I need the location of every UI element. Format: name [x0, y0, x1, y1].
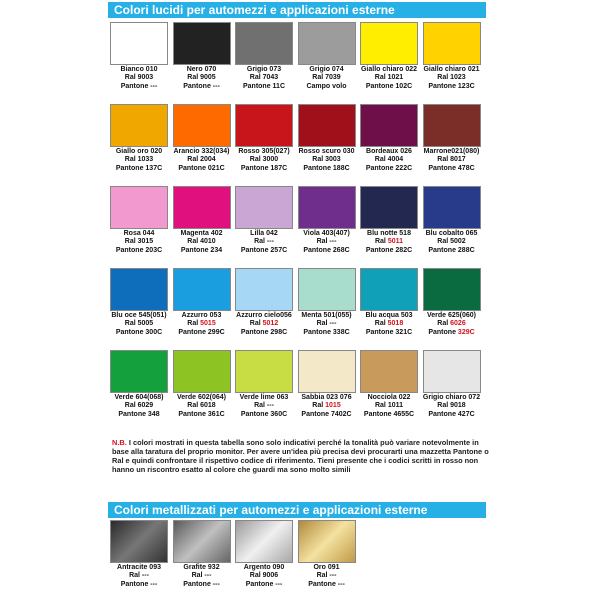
color-swatch[interactable]: [173, 350, 231, 393]
ral-label: Ral: [374, 320, 386, 328]
swatch-label: [167, 394, 237, 419]
ral-code: [167, 156, 237, 164]
pantone-code: [104, 329, 174, 337]
ral-label: Ral 1011: [374, 402, 404, 410]
ral-code: [354, 238, 424, 246]
ral-label: Ral: [374, 238, 386, 246]
color-swatch[interactable]: [110, 268, 168, 311]
color-swatch[interactable]: [360, 350, 418, 393]
color-swatch[interactable]: [298, 268, 356, 311]
color-swatch[interactable]: [235, 268, 293, 311]
color-swatch-item[interactable]: [171, 520, 234, 602]
color-swatch[interactable]: [360, 22, 418, 65]
ral-code: [292, 238, 362, 246]
color-name: Rosso scuro 030: [298, 148, 355, 155]
ral-code-red: 6026: [450, 320, 466, 328]
pantone-label: Pantone 282C: [365, 246, 413, 254]
pantone-code: [104, 411, 174, 419]
color-swatch[interactable]: [423, 268, 481, 311]
pantone-code: [167, 165, 237, 173]
swatch-label: [292, 66, 362, 91]
color-name: Grigio 074: [309, 66, 344, 73]
color-swatch-item[interactable]: [296, 22, 359, 104]
pantone-label: Pantone ---: [120, 82, 158, 90]
swatch-label: [229, 66, 299, 91]
pantone-label: Pantone 298C: [240, 328, 288, 336]
color-name: Grafite 932: [183, 564, 220, 571]
swatch-label: [354, 148, 424, 173]
color-swatch[interactable]: [235, 22, 293, 65]
swatch-label: [354, 394, 424, 419]
color-name: Grigio chiaro 072: [422, 394, 481, 401]
color-swatch[interactable]: [298, 104, 356, 147]
color-swatch-item[interactable]: [233, 186, 296, 268]
swatch-label: [104, 312, 174, 337]
color-swatch[interactable]: [423, 186, 481, 229]
pantone-code: [104, 165, 174, 173]
ral-code: [104, 402, 174, 410]
color-swatch-item[interactable]: [233, 22, 296, 104]
pantone-label: Pantone: [428, 328, 456, 336]
swatch-label: [167, 312, 237, 337]
color-swatch[interactable]: [173, 22, 231, 65]
pantone-code: [354, 165, 424, 173]
swatch-label: [229, 148, 299, 173]
color-swatch[interactable]: [235, 104, 293, 147]
color-name: Giallo chiaro 022: [360, 66, 418, 73]
color-name: Argento 090: [243, 564, 285, 571]
ral-code-red: 5018: [387, 320, 404, 328]
swatch-label: [292, 230, 362, 255]
pantone-code: [167, 83, 237, 91]
pantone-label: Pantone ---: [308, 580, 345, 588]
ral-label: Ral 3003: [312, 156, 341, 164]
color-swatch-item[interactable]: [171, 268, 234, 350]
swatch-row: [108, 104, 483, 186]
pantone-label: Pantone ---: [120, 580, 158, 588]
pantone-label: Pantone 187C: [240, 164, 288, 172]
ral-label: Ral: [437, 320, 449, 328]
color-swatch-item[interactable]: [108, 104, 171, 186]
color-name: Grigio 073: [246, 66, 282, 73]
pantone-label: Pantone 427C: [428, 410, 475, 418]
color-name: Verde lime 063: [239, 394, 289, 401]
color-swatch[interactable]: [173, 186, 231, 229]
ral-label: Ral 3015: [124, 238, 154, 246]
ral-label: Ral 9005: [187, 74, 216, 82]
color-swatch-item[interactable]: [171, 22, 234, 104]
ral-code: [354, 402, 424, 410]
color-swatch-item[interactable]: [233, 520, 296, 602]
color-swatch-item[interactable]: [108, 268, 171, 350]
color-name: Giallo chiaro 021: [423, 66, 480, 73]
pantone-code-red: 329C: [457, 328, 475, 336]
color-swatch-item[interactable]: [421, 186, 484, 268]
color-swatch-item[interactable]: [296, 268, 359, 350]
ral-label: Ral 1033: [124, 156, 154, 164]
pantone-code: [354, 411, 424, 419]
pantone-label: Pantone 288C: [428, 246, 475, 254]
pantone-label: Pantone ---: [183, 580, 220, 588]
swatch-label: [104, 230, 174, 255]
pantone-code: [417, 411, 487, 419]
swatch-label: [417, 66, 487, 91]
pantone-code: [292, 83, 362, 91]
color-name: Viola 403(407): [303, 230, 350, 237]
pantone-code: [354, 83, 424, 91]
swatch-label: [104, 564, 174, 589]
swatch-label: [104, 148, 174, 173]
color-swatch-item[interactable]: [358, 268, 421, 350]
ral-label: Ral ---: [316, 320, 337, 328]
color-swatch-item[interactable]: [421, 104, 484, 186]
swatch-label: [292, 564, 362, 589]
ral-code-red: 5011: [387, 238, 404, 246]
color-name: Blu oce 545(051): [111, 312, 167, 319]
swatch-label: [292, 394, 362, 419]
pantone-code: [167, 581, 237, 589]
ral-code: [104, 238, 174, 246]
ral-code: [292, 572, 362, 580]
ral-code-red: 1015: [325, 402, 341, 410]
ral-code: [417, 402, 487, 410]
pantone-code: [417, 329, 487, 337]
swatch-label: [417, 394, 487, 419]
disclaimer-note: [112, 438, 496, 474]
ral-label: Ral 3000: [249, 156, 279, 164]
color-name: Lilla 042: [250, 230, 278, 237]
pantone-code: [229, 581, 299, 589]
pantone-code: [167, 247, 237, 255]
ral-code: [229, 74, 299, 82]
swatch-row: [108, 186, 483, 268]
color-swatch-item[interactable]: [296, 104, 359, 186]
ral-label: Ral 9003: [124, 74, 154, 82]
ral-label: Ral 1021: [374, 74, 404, 82]
ral-code-red: 5012: [262, 320, 279, 328]
color-name: Nero 070: [186, 66, 217, 73]
swatch-label: [167, 66, 237, 91]
pantone-code: [417, 247, 487, 255]
pantone-code: [229, 329, 299, 337]
ral-code: [167, 238, 237, 246]
pantone-label: Pantone 299C: [178, 328, 225, 336]
pantone-label: Pantone 360C: [240, 410, 288, 418]
ral-code: [229, 156, 299, 164]
color-swatch[interactable]: [298, 520, 356, 563]
color-name: Blu cobalto 065: [425, 230, 478, 237]
ral-label: Ral 5002: [437, 238, 466, 246]
ral-code: [229, 402, 299, 410]
color-name: Arancio 332(034): [173, 148, 230, 155]
color-name: Antracite 093: [117, 564, 161, 571]
color-swatch[interactable]: [298, 350, 356, 393]
swatch-label: [104, 66, 174, 91]
color-swatch-item[interactable]: [171, 350, 234, 432]
color-name: Marrone021(080): [423, 148, 480, 155]
ral-label: Ral 2004: [187, 156, 216, 164]
pantone-label: Pantone 123C: [428, 82, 475, 90]
color-swatch[interactable]: [110, 22, 168, 65]
ral-code: [292, 74, 362, 82]
color-swatch[interactable]: [110, 520, 168, 563]
pantone-label: Pantone 361C: [178, 410, 225, 418]
color-swatch[interactable]: [235, 186, 293, 229]
ral-code: [354, 320, 424, 328]
pantone-code: [292, 247, 362, 255]
pantone-label: Pantone 257C: [240, 246, 288, 254]
pantone-label: Pantone 11C: [242, 82, 285, 90]
pantone-label: Pantone 021C: [178, 164, 225, 172]
pantone-label: Pantone 222C: [365, 164, 413, 172]
swatch-label: [229, 394, 299, 419]
color-name: Azzurro 053: [181, 312, 222, 319]
ral-label: Ral 1023: [437, 74, 466, 82]
color-swatch-item[interactable]: [108, 520, 171, 602]
color-name: Menta 501(055): [301, 312, 352, 319]
color-swatch[interactable]: [423, 104, 481, 147]
ral-code: [104, 156, 174, 164]
pantone-code: [292, 165, 362, 173]
pantone-label: Pantone 268C: [303, 246, 350, 254]
swatch-label: [104, 394, 174, 419]
ral-label: Ral ---: [316, 572, 337, 580]
ral-code: [292, 402, 362, 410]
color-swatch-item[interactable]: [296, 520, 359, 602]
color-swatch-item[interactable]: [108, 186, 171, 268]
color-swatch[interactable]: [110, 350, 168, 393]
pantone-label: Pantone ---: [183, 82, 220, 90]
ral-code-red: 5015: [200, 320, 216, 328]
color-swatch-item[interactable]: [296, 350, 359, 432]
ral-label: Ral 5005: [124, 320, 154, 328]
ral-code: [104, 572, 174, 580]
color-name: Verde 602(064): [176, 394, 227, 401]
color-name: Sabbia 023 076: [301, 394, 352, 401]
ral-code: [354, 74, 424, 82]
color-name: Oro 091: [313, 564, 340, 571]
color-swatch-item[interactable]: [296, 186, 359, 268]
color-swatch-item[interactable]: [171, 186, 234, 268]
pantone-label: Pantone 348: [118, 410, 160, 418]
pantone-label: Pantone ---: [245, 580, 283, 588]
ral-label: Ral: [187, 320, 199, 328]
ral-label: Ral 4004: [374, 156, 404, 164]
swatch-label: [229, 564, 299, 589]
note-prefix: N.B.: [112, 438, 127, 447]
color-swatch[interactable]: [173, 104, 231, 147]
swatch-row: [108, 268, 483, 350]
pantone-code: [417, 83, 487, 91]
color-swatch[interactable]: [423, 350, 481, 393]
color-name: Blu notte 518: [367, 230, 411, 237]
pantone-code: [292, 581, 362, 589]
swatch-label: [167, 230, 237, 255]
swatch-label: [229, 230, 299, 255]
color-name: Rosso 305(027): [238, 148, 290, 155]
color-swatch-item[interactable]: [233, 350, 296, 432]
ral-code: [417, 74, 487, 82]
pantone-label: Campo volo: [306, 82, 347, 90]
color-swatch-item[interactable]: [421, 268, 484, 350]
pantone-code: [167, 329, 237, 337]
color-name: Bianco 010: [120, 66, 158, 73]
swatch-label: [417, 148, 487, 173]
color-swatch[interactable]: [110, 186, 168, 229]
ral-label: Ral 6029: [124, 402, 154, 410]
pantone-code: [417, 165, 487, 173]
color-swatch-item[interactable]: [358, 186, 421, 268]
pantone-label: Pantone 338C: [303, 328, 350, 336]
color-name: Magenta 402: [180, 230, 223, 237]
ral-code: [292, 156, 362, 164]
color-swatch-item[interactable]: [233, 104, 296, 186]
color-name: Azzurro cielo056: [236, 312, 292, 319]
section-header-metallic: Colori metallizzati per automezzi e applicazioni esterne: [108, 502, 486, 518]
color-swatch-item[interactable]: [358, 22, 421, 104]
color-name: Blu acqua 503: [365, 312, 413, 319]
ral-label: Ral ---: [129, 572, 149, 580]
color-name: Rosa 044: [123, 230, 155, 237]
glossy-color-grid: [108, 22, 483, 432]
ral-code: [167, 572, 237, 580]
pantone-code: [354, 329, 424, 337]
ral-code: [104, 74, 174, 82]
color-swatch[interactable]: [360, 268, 418, 311]
swatch-row: [108, 520, 483, 600]
ral-label: Ral ---: [254, 238, 274, 246]
color-swatch[interactable]: [298, 22, 356, 65]
ral-label: Ral 9018: [437, 402, 466, 410]
pantone-label: Pantone 4655C: [363, 410, 415, 418]
color-name: Verde 604(068): [114, 394, 164, 401]
ral-code: [104, 320, 174, 328]
ral-label: Ral ---: [316, 238, 337, 246]
color-name: Verde 625(060): [426, 312, 477, 319]
color-swatch[interactable]: [360, 186, 418, 229]
note-text: I colori mostrati in questa tabella sono solo indicativi perché la tonalità può variare notevolmente in base alla taratura del proprio monitor. Per avere un'idea più precisa devi procurarti una mazzetta Pantone o Ral e quindi confrontare il rispettivo codice di riferimento. Tieni presente che i codici scritti in rosso non hanno un riscontro esatto al colore che guardi ma sono molto simili: [112, 438, 489, 474]
color-name: Giallo oro 020: [115, 148, 163, 155]
color-swatch-item[interactable]: [233, 268, 296, 350]
ral-code: [354, 156, 424, 164]
ral-label: Ral ---: [254, 402, 274, 410]
ral-code: [229, 320, 299, 328]
pantone-label: Pantone 234: [180, 246, 223, 254]
ral-label: Ral: [312, 402, 324, 410]
color-name: Bordeaux 026: [366, 148, 412, 155]
color-swatch-item[interactable]: [421, 22, 484, 104]
color-swatch[interactable]: [360, 104, 418, 147]
swatch-label: [292, 148, 362, 173]
color-swatch-item[interactable]: [421, 350, 484, 432]
pantone-label: Pantone 7402C: [301, 410, 352, 418]
ral-code: [167, 402, 237, 410]
ral-code: [229, 572, 299, 580]
pantone-code: [104, 581, 174, 589]
color-swatch-item[interactable]: [108, 350, 171, 432]
swatch-row: [108, 22, 483, 104]
color-swatch-item[interactable]: [108, 22, 171, 104]
swatch-label: [354, 66, 424, 91]
color-name: Nocciola 022: [367, 394, 411, 401]
swatch-label: [292, 312, 362, 337]
pantone-code: [229, 83, 299, 91]
color-swatch[interactable]: [235, 350, 293, 393]
pantone-label: Pantone 102C: [365, 82, 413, 90]
color-swatch[interactable]: [173, 520, 231, 563]
ral-code: [417, 320, 487, 328]
color-swatch[interactable]: [423, 22, 481, 65]
pantone-code: [104, 83, 174, 91]
ral-code: [229, 238, 299, 246]
ral-label: Ral: [249, 320, 261, 328]
ral-label: Ral 4010: [187, 238, 216, 246]
metallic-color-grid: [108, 520, 483, 600]
pantone-label: Pantone 321C: [365, 328, 413, 336]
pantone-label: Pantone 188C: [303, 164, 350, 172]
ral-label: Ral ---: [191, 572, 212, 580]
swatch-row: [108, 350, 483, 432]
color-swatch-item[interactable]: [171, 104, 234, 186]
pantone-code: [229, 165, 299, 173]
color-swatch[interactable]: [173, 268, 231, 311]
ral-label: Ral 6018: [187, 402, 216, 410]
pantone-label: Pantone 137C: [115, 164, 163, 172]
color-swatch[interactable]: [298, 186, 356, 229]
pantone-label: Pantone 203C: [115, 246, 163, 254]
color-swatch[interactable]: [235, 520, 293, 563]
swatch-label: [354, 230, 424, 255]
pantone-code: [229, 247, 299, 255]
color-swatch-item[interactable]: [358, 104, 421, 186]
ral-code: [292, 320, 362, 328]
swatch-label: [167, 148, 237, 173]
pantone-label: Pantone 300C: [115, 328, 163, 336]
swatch-label: [417, 312, 487, 337]
ral-code: [167, 320, 237, 328]
ral-code: [417, 156, 487, 164]
ral-label: Ral 9006: [249, 572, 279, 580]
swatch-label: [417, 230, 487, 255]
swatch-label: [229, 312, 299, 337]
ral-label: Ral 7039: [312, 74, 341, 82]
section-header-glossy: Colori lucidi per automezzi e applicazioni esterne: [108, 2, 486, 18]
color-swatch-item[interactable]: [358, 350, 421, 432]
color-swatch[interactable]: [110, 104, 168, 147]
swatch-label: [167, 564, 237, 589]
ral-label: Ral 7043: [249, 74, 279, 82]
pantone-code: [292, 329, 362, 337]
ral-label: Ral 8017: [437, 156, 466, 164]
swatch-label: [354, 312, 424, 337]
pantone-code: [167, 411, 237, 419]
ral-code: [167, 74, 237, 82]
ral-code: [417, 238, 487, 246]
pantone-label: Pantone 478C: [428, 164, 475, 172]
pantone-code: [354, 247, 424, 255]
pantone-code: [104, 247, 174, 255]
pantone-code: [292, 411, 362, 419]
pantone-code: [229, 411, 299, 419]
